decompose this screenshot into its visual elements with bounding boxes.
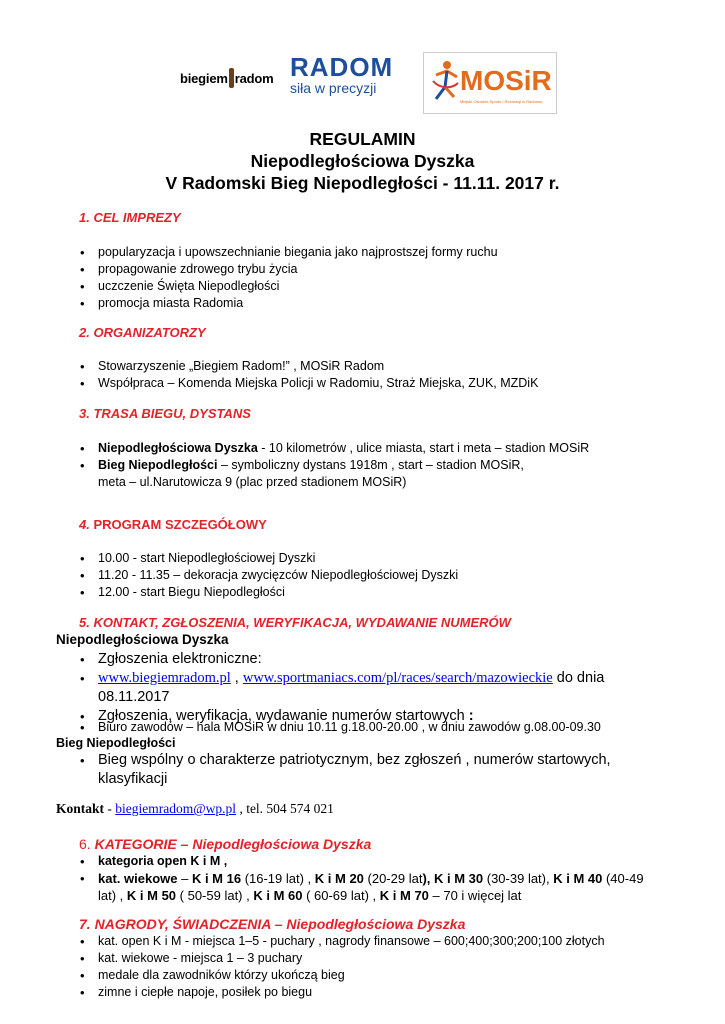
biuro-list — [80, 719, 601, 736]
category-k30: ), K i M 30 — [422, 871, 484, 886]
text: – 70 i więcej lat — [428, 888, 522, 903]
mosir-wordmark: MOSiR — [460, 65, 552, 96]
text: ( 60-69 lat) , — [302, 888, 380, 903]
section-number: 4. — [79, 517, 90, 532]
list-item: • promocja miasta Radomia — [80, 295, 498, 312]
radom-wordmark: RADOM — [290, 52, 394, 82]
list-item: • medale dla zawodników którzy ukończą bieg — [80, 967, 605, 984]
list-item: • Biuro zawodów – hala MOSiR w dniu 10.11 g.18.00-20.00 , w dniu zawodów g.08.00-09.30 — [80, 719, 601, 736]
list-item: • uczczenie Święta Niepodległości — [80, 278, 498, 295]
logo-strip — [180, 50, 560, 116]
list-item: • 12.00 - start Biegu Niepodległości — [80, 584, 458, 601]
subsection-dyszka: Niepodległościowa Dyszka — [56, 632, 229, 647]
category-k20: K i M 20 — [314, 871, 364, 886]
list-item: • kat. open K i M - miejsca 1–5 - puchary , nagrody finansowe – 600;400;300;200;100 złotych — [80, 933, 605, 950]
text: (16-19 lat) , — [241, 871, 315, 886]
contact-line — [56, 801, 334, 817]
logo-text-biegiem: biegiem — [180, 71, 228, 86]
section-heading-kontakt: 5. KONTAKT, ZGŁOSZENIA, WERYFIKACJA, WYDAWANIE NUMERÓW — [79, 615, 511, 630]
text: – — [177, 871, 192, 886]
list-item — [80, 751, 611, 789]
text: (30-39 lat), — [483, 871, 554, 886]
list-item: • zimne i ciepłe napoje, posiłek po biegu — [80, 984, 605, 1001]
radom-city-logo — [290, 54, 412, 96]
section-title: PROGRAM SZCZEGÓŁOWY — [89, 517, 267, 532]
section-heading-kategorie — [79, 836, 371, 852]
list-item: • kat. wiekowe - miejsca 1 – 3 puchary — [80, 950, 605, 967]
list-item — [80, 440, 589, 457]
list-item — [80, 669, 604, 707]
bieg-description-cont: klasyfikacji — [98, 771, 168, 787]
race-description: – symboliczny dystans 1918m , start – stadion MOSiR, — [217, 458, 524, 472]
contact-dash: - — [104, 801, 116, 816]
organizatorzy-list — [80, 358, 538, 392]
text: (40-49 — [602, 871, 644, 886]
category-k50: K i M 50 — [126, 888, 177, 903]
race-finish: meta – ul.Narutowicza 9 (plac przed stadionem MOSiR) — [98, 475, 407, 489]
runner-icon — [229, 68, 234, 88]
list-item — [80, 853, 644, 870]
section-heading-organizatorzy: 2. ORGANIZATORZY — [79, 325, 206, 340]
text: lat) , — [98, 888, 127, 903]
deadline-date: 08.11.2017 — [98, 689, 170, 705]
bieg-description: Bieg wspólny o charakterze patriotycznym, bez zgłoszeń , numerów startowych, — [98, 752, 611, 768]
race-description: - 10 kilometrów , ulice miasta, start i meta – stadion MOSiR — [257, 441, 590, 455]
race-name: Niepodległościowa Dyszka — [98, 441, 258, 455]
text: ( 50-59 lat) , — [176, 888, 254, 903]
cel-list — [80, 244, 498, 312]
list-item: • Zgłoszenia elektroniczne: — [80, 650, 604, 669]
email-link[interactable]: biegiemradom@wp.pl — [115, 801, 237, 816]
program-list — [80, 550, 458, 601]
colon: : — [464, 708, 474, 724]
list-item — [80, 870, 644, 904]
deadline-prefix: do dnia — [552, 670, 605, 686]
category-k70: K i M 70 — [379, 888, 429, 903]
athlete-figure-icon — [430, 59, 460, 105]
list-item: • propagowanie zdrowego trybu życia — [80, 261, 498, 278]
weryfikacja-text: Zgłoszenia, weryfikacja, wydawanie numerów startowych — [98, 708, 465, 724]
section-number: 6. — [79, 836, 91, 852]
sportmaniacs-link[interactable]: www.sportmaniacs.com/pl/races/search/mazowieckie — [242, 670, 553, 686]
category-k16: K i M 16 — [191, 871, 242, 886]
event-name: Niepodległościowa Dyszka — [250, 151, 475, 171]
list-item — [80, 457, 589, 491]
race-name: Bieg Niepodległości — [98, 458, 218, 472]
section-heading-nagrody: 7. NAGRODY, ŚWIADCZENIA – Niepodległościowa Dyszka — [79, 916, 466, 932]
link-separator: , — [230, 670, 243, 686]
subsection-bieg: Bieg Niepodległości — [56, 736, 176, 750]
open-category: kategoria open K i M , — [98, 854, 228, 868]
category-k40: K i M 40 — [553, 871, 603, 886]
section-title: KATEGORIE – Niepodległościowa Dyszka — [90, 836, 372, 852]
phone-number: , tel. 504 574 021 — [236, 801, 334, 816]
list-item: • 11.20 - 11.35 – dekoracja zwycięzców Niepodległościowej Dyszki — [80, 567, 458, 584]
biegiemradom-link[interactable]: www.biegiemradom.pl — [98, 670, 231, 686]
kategorie-list — [80, 853, 644, 904]
zgloszenia-list — [80, 650, 604, 726]
trasa-list — [80, 440, 589, 491]
category-k60: K i M 60 — [253, 888, 303, 903]
nagrody-list — [80, 933, 605, 1001]
section-heading-cel: 1. CEL IMPREZY — [79, 210, 181, 225]
document-title: REGULAMIN — [309, 129, 416, 149]
mosir-subtitle: Miejski Ośrodek Sportu i Rekreacji w Radomiu — [460, 99, 543, 104]
contact-label: Kontakt — [56, 801, 105, 816]
radom-slogan: siła w precyzji — [290, 80, 377, 96]
logo-text-radom: radom — [234, 71, 274, 86]
event-subtitle: V Radomski Bieg Niepodległości - 11.11. 2017 r. — [165, 173, 560, 193]
list-item: • 10.00 - start Niepodległościowej Dyszki — [80, 550, 458, 567]
list-item: • popularyzacja i upowszechnianie biegania jako najprostszej formy ruchu — [80, 244, 498, 261]
list-item: • Stowarzyszenie „Biegiem Radom!” , MOSiR Radom — [80, 358, 538, 375]
biegiem-radom-logo — [180, 68, 273, 88]
list-item: • Współpraca – Komenda Miejska Policji w Radomiu, Straż Miejska, ZUK, MZDiK — [80, 375, 538, 392]
bieg-list — [80, 751, 611, 789]
section-heading-trasa: 3. TRASA BIEGU, DYSTANS — [79, 406, 251, 421]
text: (20-29 lat — [363, 871, 423, 886]
section-heading-program — [79, 517, 267, 532]
age-category-label: kat. wiekowe — [98, 871, 178, 886]
mosir-logo — [423, 52, 557, 114]
